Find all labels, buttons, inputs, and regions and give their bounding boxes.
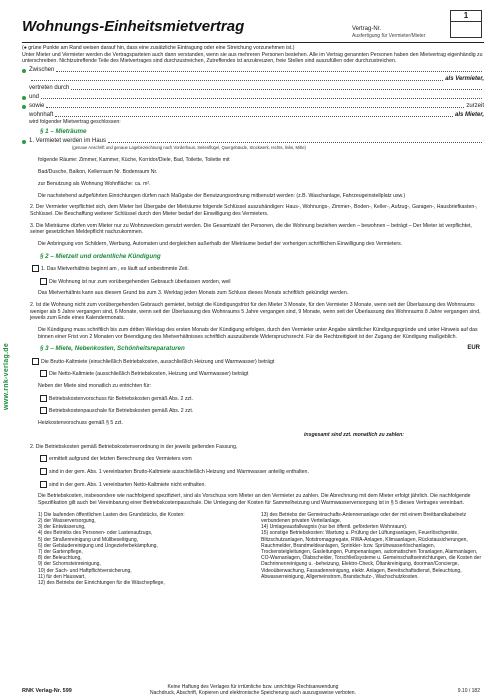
s3-v3-text: Heizkostenvorschuss gemäß § 5	[38, 420, 114, 427]
s2-p2b: Die Kündigung muss schriftlich bis zum dritten Werktag des ersten Monats der Kündigung erfolgen, durch den Vermieter unter Angabe sämtlicher Kündigungsgründe und unter Hinweis auf das binnen einer Frist von 2 Monaten vor Beendigung des Mietverhältnisses schriftlich auszuübende Widerspruchsrecht. Für die Rechtzeitigkeit ist der Zugang der Kündigung maßgeblich.	[38, 327, 478, 340]
tenant-row[interactable]	[22, 92, 484, 101]
header-rule	[22, 42, 484, 43]
s2-p1c: Das Mietverhältnis kann aus diesem Grund bis zum 3. Werktag jeden Monats zum Schluss dieses Monats schriftlich gekündigt werden.	[38, 290, 349, 297]
zzt-label: zzt.	[114, 420, 123, 427]
s1-hint: (genaue Anschrift und genaue Lagebezeichnung nach Vorderhaus, Seitenflügel, Quergebäude, Stockwerk, rechts, links, Mitte)	[72, 145, 306, 151]
s3-v1	[22, 395, 484, 402]
label-zurzeit: zurzeit	[466, 102, 484, 109]
s1-rooms-2: Bad/Dusche, Balkon, Kellerraum Nr. Bodenraum Nr.	[38, 168, 158, 175]
netto-checkbox[interactable]	[40, 370, 47, 377]
section-2-heading: § 2 – Mietzeit und ordentliche Kündigung	[40, 252, 161, 260]
s3-brutto-text: Die Brutto-Kaltmiete (einschließlich Betriebskosten, ausschließlich Heizung und Warmwasser) beträgt	[41, 358, 275, 365]
advance-checkbox[interactable]	[40, 395, 47, 402]
included-checkbox[interactable]	[40, 468, 47, 475]
landlord-field[interactable]	[56, 71, 482, 72]
green-dot-icon	[22, 140, 26, 144]
tenant-row-2[interactable]	[22, 101, 484, 110]
cost-item: 1) Die laufenden öffentlichen Lasten des Grundstücks, die Kosten:	[38, 511, 185, 518]
footer	[22, 684, 484, 696]
s3-p2b: Die Betriebskosten, insbesondere wie nachfolgend spezifiziert, sind als Vorschuss vom Mieter an den Vermieter zu zahlen. Die Abrechnung mit dem Mieter erfolgt jährlich. Die nachfolgende Spezifikation gilt auch bei Vereinbarung einer Betriebskostenpauschale. Die Umlegung der Kosten für Sammelheizung und Warmwasserversorgung ist in § 5 dieses Vertrages vereinbart.	[38, 493, 471, 506]
copy-label: Ausfertigung für Vermieter/Mieter	[352, 33, 426, 39]
publisher-number: RNK Verlag-Nr. 599	[22, 688, 72, 694]
s3-o3-text: sind in der gem. Abs. 1 vereinbarten Netto-Kaltmiete nicht enthalten.	[49, 481, 206, 488]
section-3	[22, 345, 484, 586]
represented-row[interactable]	[22, 83, 484, 92]
excluded-checkbox[interactable]	[40, 481, 47, 488]
page-number-box	[450, 10, 482, 38]
s1-p2: 2. Der Vermieter verpflichtet sich, dem Mieter bei Übergabe der Mieträume folgende Schlüssel auszuhändigen: Haus-, Wohnungs-, Zimmer-, Boden-, Keller-, Aufzug-, Garagen-, Hausbriefkasten-, Schlüssel. Die Beschaffung weiterer Schlüssel durch den Mieter bedarf der Einwilligung des Vermieters.	[30, 204, 478, 217]
cost-item: 9) der Schornsteinreinigung,	[38, 561, 101, 568]
cost-item: 8) der Beleuchtung,	[38, 555, 82, 562]
cost-item: 5) der Straßenreinigung und Müllbeseitigung,	[38, 536, 139, 543]
party-landlord-row-2[interactable]	[22, 74, 484, 83]
s2-p1	[22, 265, 484, 272]
s3-v3	[22, 420, 484, 427]
cost-item: 12) des Betriebs der Einrichtungen für die Wäschepflege,	[38, 579, 165, 586]
s3-brutto	[22, 358, 484, 365]
s3-netto	[22, 370, 484, 377]
cost-column-2	[261, 512, 484, 586]
tenant-field[interactable]	[41, 98, 482, 99]
intro-note: (● grüne Punkte am Rand weisen darauf hin, dass eine zusätzliche Eintragung oder eine Streichung vorzunehmen ist.)	[22, 45, 295, 51]
eur-label: EUR	[467, 345, 480, 352]
document-title: Wohnungs-Einheitsmietvertrag	[22, 18, 245, 35]
label-zwischen: Zwischen	[29, 66, 55, 73]
s3-o2-text: sind in der gem. Abs. 1 vereinbarten Brutto-Kaltmiete ausschließlich Heizung und Warmwasser anteilig enthalten.	[49, 468, 309, 475]
tenant-field-2[interactable]	[46, 107, 464, 108]
label-as-landlord: als Vermieter,	[445, 75, 484, 82]
s2-p1b	[22, 278, 484, 285]
s2-p2: 2. Ist die Wohnung nicht zum vorübergehenden Gebrauch gemietet, beträgt die Kündigungsfrist für den Mieter 3 Monate, für den Vermieter 3 Monate, wenn seit der Überlassung des Wohnraums weniger als 5 Jahre vergangen sind, 6 Monate, wenn seit der Überlassung des Wohnraums 5 Jahre vergangen sind, 9 Monate, wenn seit der Überlassung des Wohnraums 8 Jahre vergangen sind, jeweils zum Ende eines Kalendermonats.	[30, 302, 481, 322]
contract-page	[22, 8, 484, 696]
residence-row[interactable]	[22, 110, 484, 119]
represented-field[interactable]	[71, 89, 482, 90]
unlimited-checkbox[interactable]	[32, 265, 39, 272]
s3-p2: 2. Die Betriebskosten gemäß Betriebskostenverordnung in der jeweils geltenden Fassung,	[30, 443, 238, 450]
intro-text: Unter Mieter und Vermieter werden die Vertragsparteien auch dann verstanden, wenn sie aus mehreren Personen bestehen. Alle im Vertrag genannten Personen haben den Mietvertrag eigenhändig zu unterschreiben. Nichtzutreffende Teile des Mietvertrages sind durchzustreichen, Zutreffendes ist anzukreuzen, freie Stellen sind auszufüllen oder durchzustreichen.	[22, 51, 483, 65]
s3-o2	[22, 468, 484, 475]
cost-item: 13) des Betriebs der Gemeinschafts-Antennenanlage oder der mit einem Breitbandkabelnetz verbundenen privaten Verteilanlage,	[261, 511, 467, 524]
flatrate-checkbox[interactable]	[40, 407, 47, 414]
label-represented: vertreten durch	[29, 84, 70, 91]
cost-columns	[22, 512, 484, 586]
label-wohnhaft: wohnhaft	[29, 111, 54, 118]
zzt-label: zzt.	[185, 408, 194, 415]
page-number: 1	[451, 11, 481, 22]
green-dot-icon	[22, 69, 26, 73]
s2-p1-text: 1. Das Mietverhältnis beginnt am , es läuft auf unbestimmte Zeit.	[41, 265, 189, 272]
green-dot-icon	[22, 96, 26, 100]
cost-item: 7) der Gartenpflege,	[38, 548, 83, 555]
label-sowie: sowie	[29, 102, 45, 109]
temporary-checkbox[interactable]	[40, 278, 47, 285]
cost-item: 15) sonstige Betriebskosten: Wartung u. Prüfung der Lüftungsanlagen, Feuerlöschgeräte, Blitzschutzanlagen, Notstromaggregate, RWA-Anlagen, Klimaanlagen, Rückstausicherungen, Rauchmelder, Brandmeldeanlagen, Sprinkler- bzw. Sprühwasserlöschanlagen, Trockensteigleitungen, Gasleitungen, Pumpenanlagen, automatischen Toranlagen, Alarmanlagen, CO-Warnanlagen, Ölabscheider, Torschließsysteme u. Gemeinschaftseinrichtungen, die Kosten der Dachrinnenreinigung u. -beheizung, Elektro-Check, Öltankreinigung, doorman/Concierge, Videoüberwachung, Fassadenreinigung, elektr. Anlagen, Bereitschaftsdienst, Beleuchtung, Abwasserreinigung, Allgemeinstrom, Brandschutz-, Wachschutzkosten.	[261, 530, 482, 580]
s1-p3: 3. Die Mieträume dürfen vom Mieter nur zu Wohnzwecken genutzt werden. Die Gesamtzahl der Personen, die die Wohnung beziehen werden – bewohnen – beträgt – Der Mieter ist verpflichtet, seiner gesetzlichen Meldepflicht nachzukommen.	[30, 222, 472, 236]
cost-item: 2) der Wasserversorgung,	[38, 517, 96, 524]
section-1-heading: § 1 – Mieträume	[40, 128, 87, 136]
green-dot-icon	[22, 105, 26, 109]
brutto-checkbox[interactable]	[32, 358, 39, 365]
zzt-label: zzt.	[184, 395, 193, 402]
contract-number-label: Vertrag-Nr.	[352, 26, 382, 32]
calc-checkbox[interactable]	[40, 455, 47, 462]
s3-v2	[22, 407, 484, 414]
landlord-field-2[interactable]	[31, 80, 443, 81]
publisher-url: www.rnk-verlag.de	[3, 342, 10, 410]
cost-item: 6) der Gebäudereinigung und Ungezieferbekämpfung,	[38, 542, 158, 549]
s3-additional: Neben der Miete sind monatlich zu entrichten für:	[38, 382, 152, 389]
s3-o1	[22, 455, 484, 462]
contract-concluded: wird folgender Mietvertrag geschlossen:	[29, 118, 121, 125]
cost-item: 14) Umlageausfallwagnis (nur bei öffentl. geförderten Wohnraum).	[261, 524, 408, 531]
s3-total: insgesamt sind zzt. monatlich zu zahlen:	[303, 431, 404, 438]
s3-v2-text: Betriebskostenpauschale für Betriebskosten gemäß Abs. 2	[49, 408, 184, 415]
header	[22, 8, 484, 40]
s3-o1-text: ermittelt aufgrund der letzten Berechnung des Vermieters vom	[49, 456, 192, 463]
cost-item: 10) der Sach- und Haftpflichtversicherung,	[38, 567, 132, 574]
copyright: Nachdruck, Abschrift, Kopieren und elektronische Speicherung auch auszugsweise verboten.	[150, 690, 356, 696]
cost-item: 3) der Entwässerung,	[38, 524, 86, 531]
form-version: 9.10 / 182	[457, 688, 480, 694]
s1-p3b: Die Anbringung von Schildern, Werbung, Automaten und dergleichen außerhalb der Mieträume bedarf der vorherigen schriftlichen Einwilligung des Vermieters.	[38, 241, 403, 248]
label-und: und	[29, 93, 40, 100]
s1-p1: 1. Vermietet werden im Haus	[29, 138, 107, 145]
residence-field[interactable]	[55, 116, 453, 117]
s3-o3	[22, 481, 484, 488]
cost-item: 4) des Betriebs des Personen- oder Lastenaufzugs,	[38, 530, 153, 537]
contract-number-block	[352, 26, 425, 40]
disclaimer: Keine Haftung des Verlages für irrtümliche bzw. unrichtige Rechtsanwendung	[167, 684, 339, 690]
house-field[interactable]	[108, 142, 482, 143]
party-landlord-row[interactable]	[22, 65, 484, 74]
cost-column-1	[38, 512, 261, 586]
s1-house-row[interactable]	[22, 136, 484, 145]
s1-rooms-4: Die nachstehend aufgeführten Einrichtungen dürfen nach Maßgabe der Benutzungsordnung mitbenutzt werden: (z.B. Waschanlage, Fahrzeugeinstellplatz usw.)	[38, 192, 406, 199]
label-as-tenant: als Mieter,	[454, 111, 484, 118]
s1-rooms-3: zur Benutzung als Wohnung Wohnfläche: ca. m².	[38, 180, 151, 187]
s3-netto-text: Die Netto-Kaltmiete (ausschließlich Betriebskosten, Heizung und Warmwasser) beträgt	[49, 371, 249, 378]
cost-item: 11) für den Hauswart,	[38, 573, 86, 580]
section-3-heading: § 3 – Miete, Nebenkosten, Schönheitsreparaturen	[40, 345, 185, 353]
s1-rooms: folgende Räume: Zimmer, Kammer, Küche, Korridor/Diele, Bad, Toilette, Toilette mit	[38, 157, 230, 164]
s2-p1b-text: Die Wohnung ist nur zum vorübergehenden Gebrauch überlassen worden, weil	[49, 278, 231, 285]
s3-v1-text: Betriebskostenvorschuss für Betriebskosten gemäß Abs. 2	[49, 395, 184, 402]
